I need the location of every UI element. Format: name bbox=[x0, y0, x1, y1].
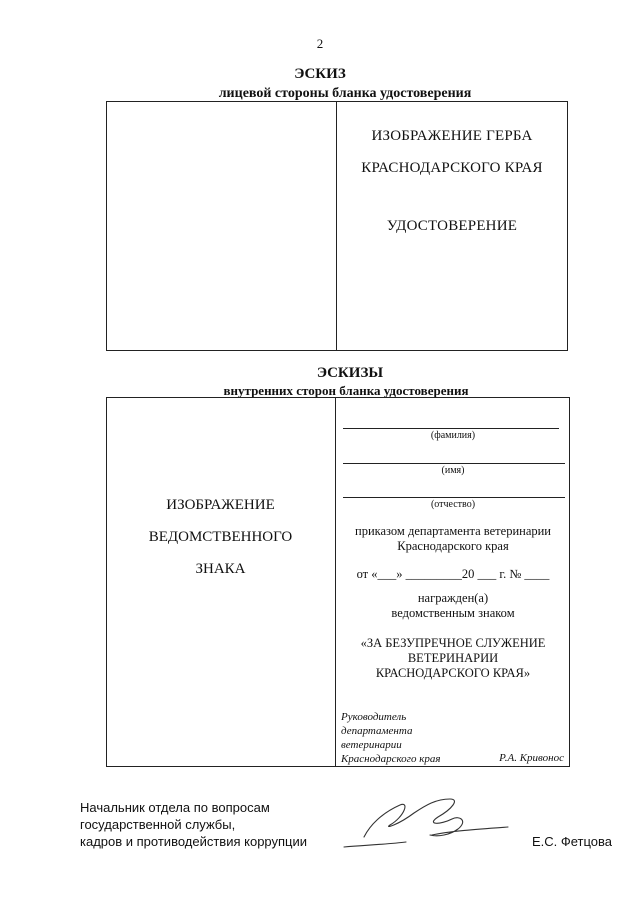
handwritten-signature bbox=[340, 795, 510, 855]
order-date-line: от «___» _________20 ___ г. № ____ bbox=[356, 567, 550, 581]
head-line1: Руководитель bbox=[341, 711, 407, 723]
head-signature-block bbox=[341, 710, 481, 766]
awarded-line1: награжден(а) bbox=[417, 591, 489, 605]
certificate-title: УДОСТОВЕРЕНИЕ bbox=[386, 218, 518, 234]
head-line2: департамента bbox=[341, 725, 413, 737]
award-name bbox=[336, 636, 570, 681]
surname-caption: (фамилия) bbox=[430, 430, 476, 441]
award-line1: «ЗА БЕЗУПРЕЧНОЕ СЛУЖЕНИЕ bbox=[360, 636, 546, 650]
inner-sketch-title: ЭСКИЗЫ bbox=[316, 365, 384, 381]
footer-position-line3: кадров и противодействия коррупции bbox=[80, 834, 308, 849]
footer-name: Е.С. Фетцова bbox=[531, 834, 612, 849]
award-line2: ВЕТЕРИНАРИИ bbox=[407, 651, 499, 665]
surname-blank-line bbox=[343, 428, 559, 429]
name-blank-line bbox=[343, 463, 565, 464]
head-name: Р.А. Кривонос bbox=[499, 752, 564, 764]
order-line1: приказом департамента ветеринарии bbox=[355, 524, 551, 538]
award-line3: КРАСНОДАРСКОГО КРАЯ» bbox=[375, 666, 531, 680]
patronymic-blank-line bbox=[343, 497, 565, 498]
footer-position bbox=[80, 799, 370, 850]
front-sketch-title: ЭСКИЗ bbox=[294, 66, 346, 82]
footer-position-line1: Начальник отдела по вопросам bbox=[80, 800, 270, 815]
awarded-text bbox=[336, 591, 570, 621]
awarded-line2: ведомственным знаком bbox=[391, 606, 515, 620]
coat-of-arms-placeholder-line2: КРАСНОДАРСКОГО КРАЯ bbox=[361, 160, 543, 176]
patronymic-caption: (отчество) bbox=[430, 499, 476, 510]
inner-side-frame bbox=[106, 397, 570, 767]
inner-side-divider bbox=[335, 397, 336, 767]
emblem-placeholder-line3: ЗНАКА bbox=[195, 561, 246, 577]
inner-sketch-subtitle: внутренних сторон бланка удостоверения bbox=[223, 383, 469, 398]
page-number: 2 bbox=[316, 36, 324, 51]
order-line2: Краснодарского края bbox=[397, 539, 509, 553]
head-line4: Краснодарского края bbox=[341, 753, 441, 765]
footer-position-line2: государственной службы, bbox=[80, 817, 236, 832]
coat-of-arms-placeholder-line1: ИЗОБРАЖЕНИЕ ГЕРБА bbox=[371, 128, 533, 144]
front-sketch-subtitle: лицевой стороны бланка удостоверения bbox=[218, 86, 472, 101]
head-line3: ветеринарии bbox=[341, 739, 402, 751]
name-caption: (имя) bbox=[441, 465, 465, 476]
emblem-placeholder-line1: ИЗОБРАЖЕНИЕ bbox=[166, 497, 275, 513]
emblem-placeholder-line2: ВЕДОМСТВЕННОГО bbox=[148, 529, 293, 545]
order-text bbox=[336, 524, 570, 554]
